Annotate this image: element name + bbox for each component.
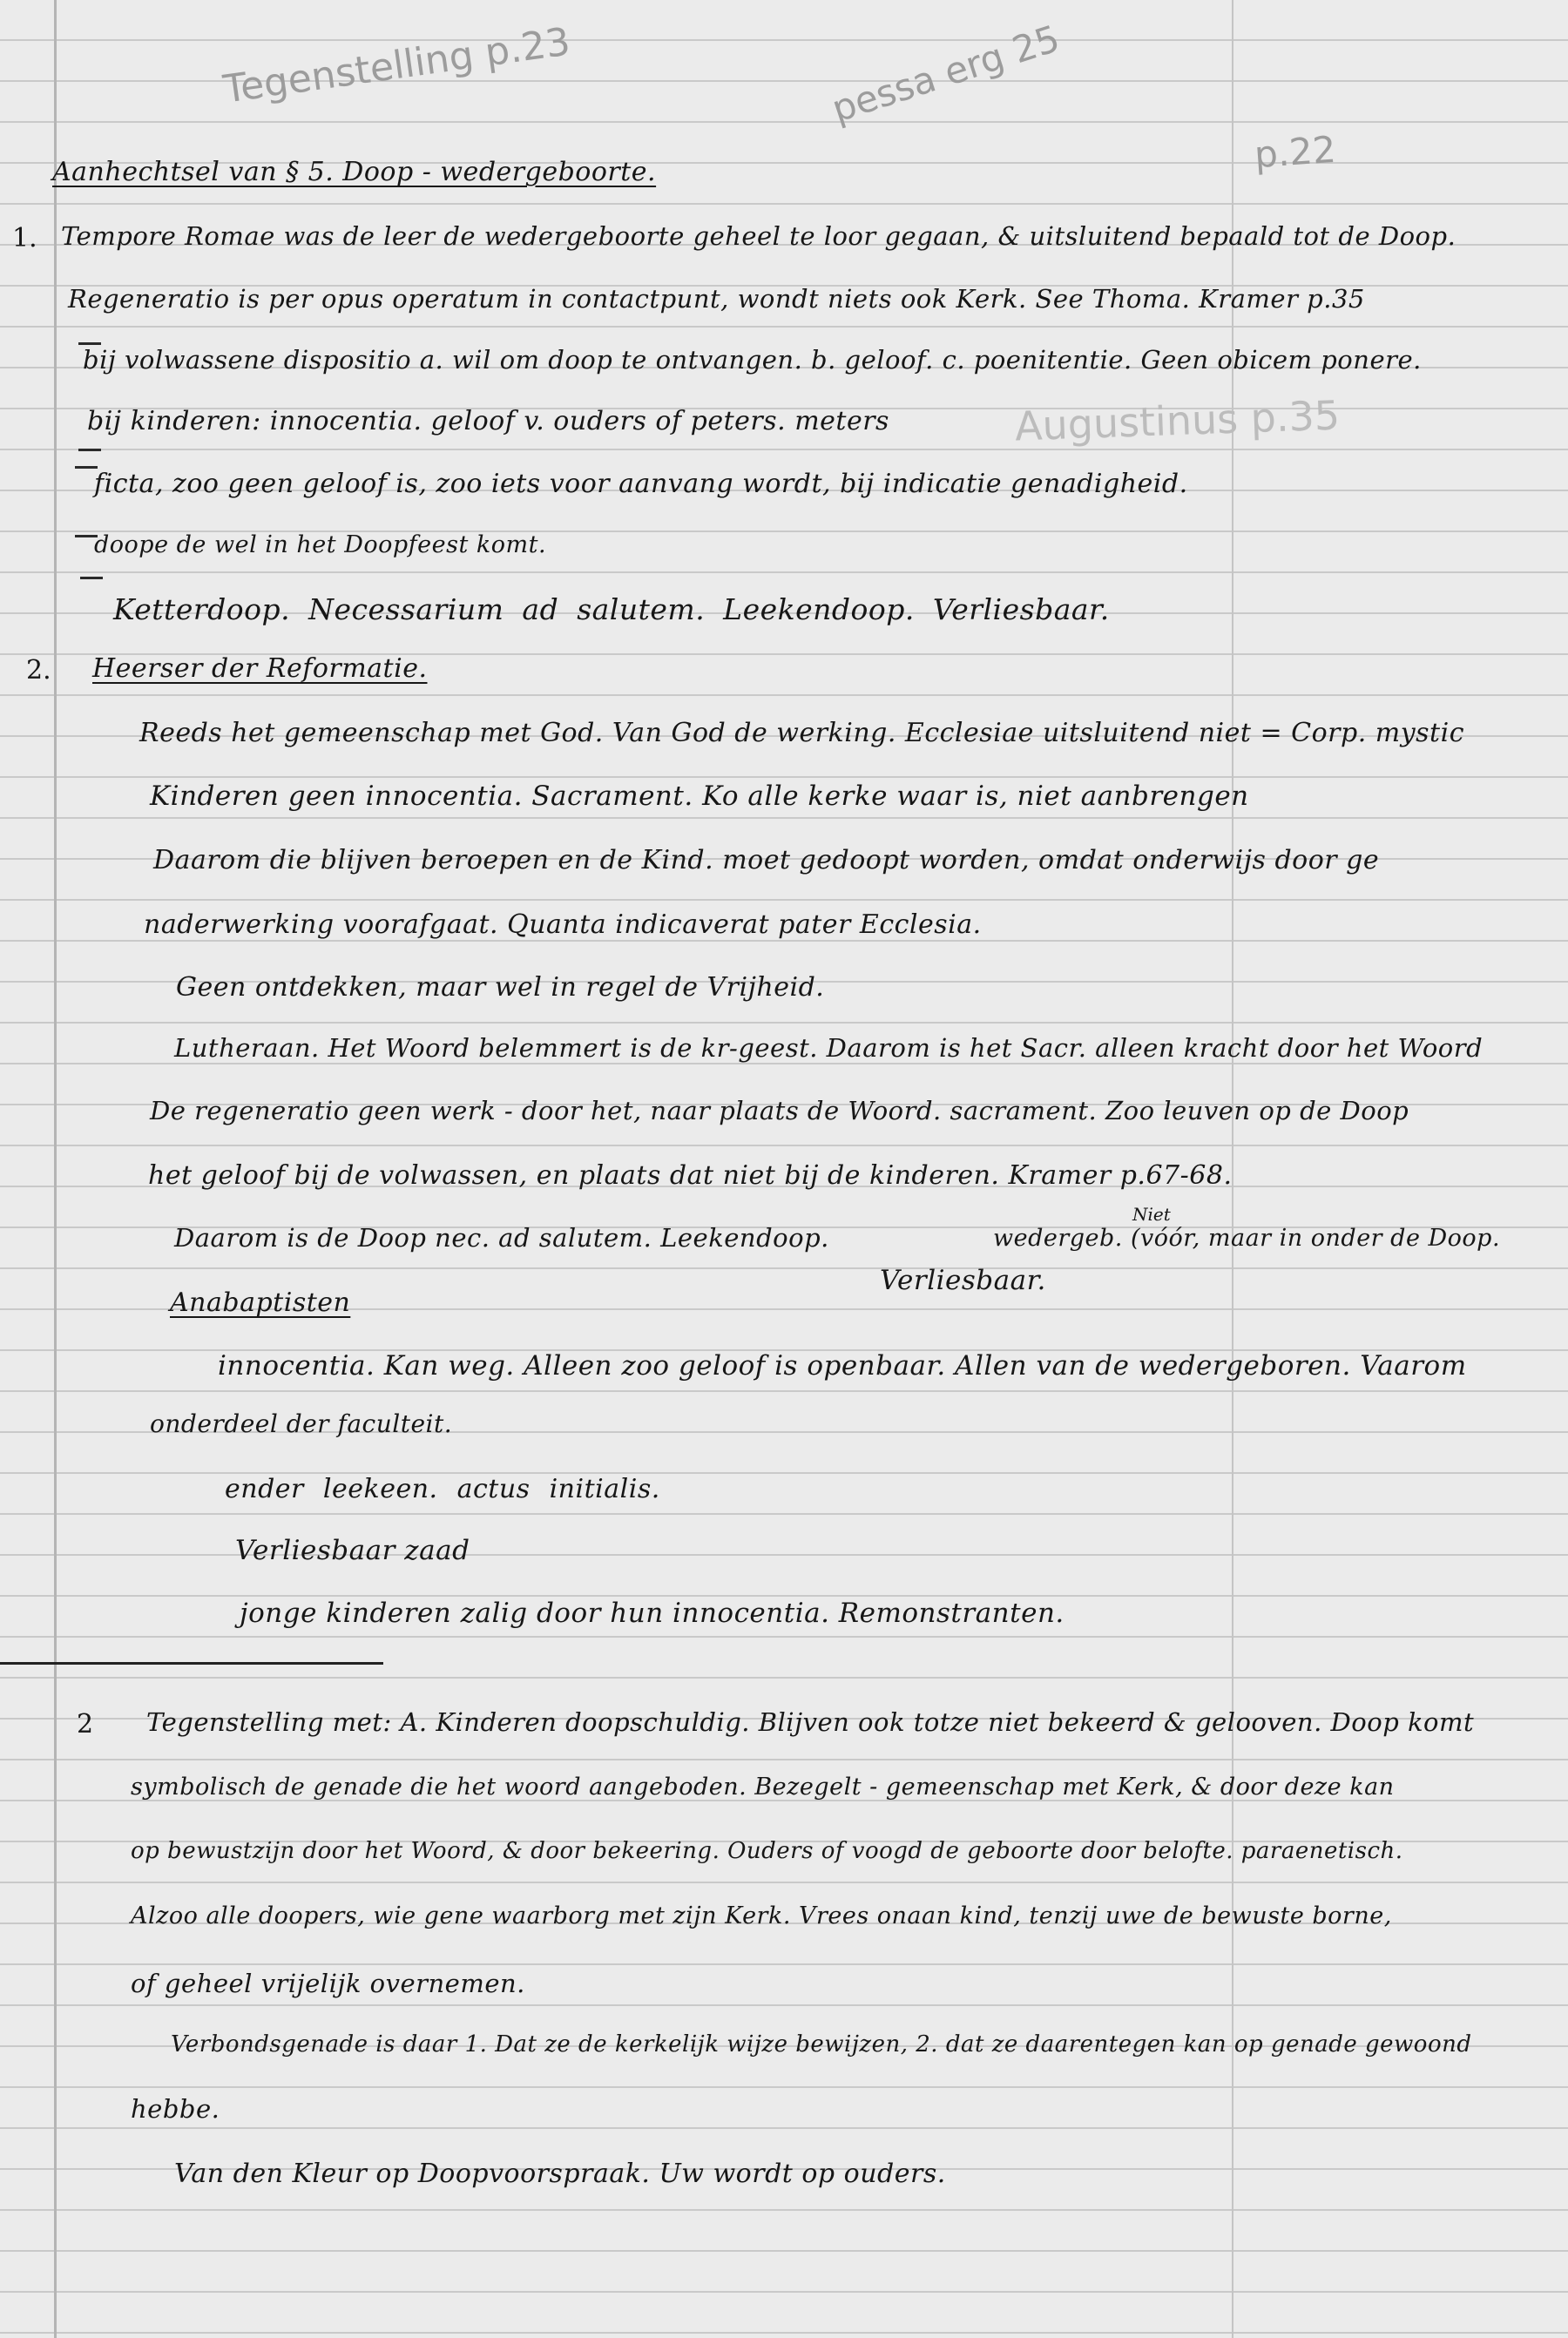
section-2-line: onderdeel der faculteit. xyxy=(150,1409,453,1438)
section-2-number: 2. xyxy=(26,655,51,686)
left-margin-rule xyxy=(54,0,57,2338)
section-3-line: Tegenstelling met: A. Kinderen doopschuldig. Blijven ook totze niet bekeerd & gelooven. Doop komt xyxy=(146,1707,1475,1737)
section-1-line: Tempore Romae was de leer de wedergeboorte geheel te loor gegaan, & uitsluitend bepaald tot de Doop. xyxy=(61,221,1456,251)
section-2-line: Verliesbaar zaad xyxy=(235,1535,470,1566)
pencil-note-center: pessa erg 25 xyxy=(827,17,1065,131)
page-heading: Aanhechtsel van § 5. Doop - wedergeboorte. xyxy=(52,157,657,187)
pencil-note-mid: Augustinus p.35 xyxy=(1014,391,1341,450)
section-2-title: Heerser der Reformatie. xyxy=(92,653,428,684)
pencil-note-right: p.22 xyxy=(1253,127,1338,177)
section-3-number: 2 xyxy=(77,1709,94,1740)
section-1-line: bij volwassene dispositio a. wil om doop te ontvangen. b. geloof. c. poenitentie. Geen obicem ponere. xyxy=(83,345,1422,375)
interlinear-note: Niet xyxy=(1132,1204,1171,1225)
section-3-line: op bewustzijn door het Woord, & door bekeering. Ouders of voogd de geboorte door belofte. paraenetisch. xyxy=(131,1838,1403,1864)
section-2-line: jonge kinderen zalig door hun innocentia. Remonstranten. xyxy=(240,1598,1064,1629)
section-1-line: Ketterdoop. Necessarium ad salutem. Leekendoop. Verliesbaar. xyxy=(113,592,1110,626)
margin-note-below: Verliesbaar. xyxy=(880,1265,1046,1296)
section-1-line: doope de wel in het Doopfeest komt. xyxy=(94,531,547,558)
section-2-subheading: Anabaptisten xyxy=(170,1287,351,1318)
section-3-line: Alzoo alle doopers, wie gene waarborg met zijn Kerk. Vrees onaan kind, tenzij uwe de bewuste borne, xyxy=(131,1902,1392,1929)
section-2-line: ender leekeen. actus initialis. xyxy=(225,1474,660,1504)
section-3-line: hebbe. xyxy=(131,2094,220,2124)
section-1-line: bij kinderen: innocentia. geloof v. ouders of peters. meters xyxy=(87,406,889,436)
section-2-line: Reeds het gemeenschap met God. Van God de werking. Ecclesiae uitsluitend niet = Corp. mystic xyxy=(139,718,1465,748)
section-2-line: Kinderen geen innocentia. Sacrament. Ko alle kerke waar is, niet aanbrengen xyxy=(150,780,1249,812)
pencil-note-left: Tegenstelling p.23 xyxy=(220,19,573,112)
section-2-line: Lutheraan. Het Woord belemmert is de kr-geest. Daarom is het Sacr. alleen kracht door het Woord xyxy=(174,1033,1484,1063)
section-3-line: of geheel vrijelijk overnemen. xyxy=(131,1969,525,1998)
section-2-line: innocentia. Kan weg. Alleen zoo geloof is openbaar. Allen van de wedergeboren. Vaarom xyxy=(218,1350,1467,1382)
section-3-line: symbolisch de genade die het woord aangeboden. Bezegelt - gemeenschap met Kerk, & door deze kan xyxy=(131,1774,1395,1801)
section-2-line: Daarom die blijven beroepen en de Kind. moet gedoopt worden, omdat onderwijs door ge xyxy=(153,845,1380,875)
section-3-line: Verbondsgenade is daar 1. Dat ze de kerkelijk wijze bewijzen, 2. dat ze daarentegen kan op genade gewoond xyxy=(171,2031,1472,2058)
section-2-line: naderwerking voorafgaat. Quanta indicaverat pater Ecclesia. xyxy=(144,909,982,940)
dash-mark xyxy=(80,577,103,579)
section-2-line: Geen ontdekken, maar wel in regel de Vrijheid. xyxy=(176,972,825,1003)
section-2-line: De regeneratio geen werk - door het, naar plaats de Woord. sacrament. Zoo leuven op de Doop xyxy=(150,1096,1409,1125)
dash-mark xyxy=(78,449,101,451)
margin-note: wedergeb. (vóór, maar in onder de Doop. xyxy=(993,1225,1501,1252)
section-2-line: het geloof bij de volwassen, en plaats dat niet bij de kinderen. Kramer p.67-68. xyxy=(148,1160,1233,1191)
section-divider xyxy=(0,1662,383,1665)
section-2-line: Daarom is de Doop nec. ad salutem. Leekendoop. xyxy=(174,1223,829,1253)
section-1-line: Regeneratio is per opus operatum in contactpunt, wondt niets ook Kerk. See Thoma. Kramer p.35 xyxy=(68,284,1365,314)
section-1-number: 1. xyxy=(12,223,37,253)
section-1-line: ficta, zoo geen geloof is, zoo iets voor aanvang wordt, bij indicatie genadigheid. xyxy=(94,469,1188,499)
section-3-line: Van den Kleur op Doopvoorspraak. Uw wordt op ouders. xyxy=(174,2159,946,2189)
